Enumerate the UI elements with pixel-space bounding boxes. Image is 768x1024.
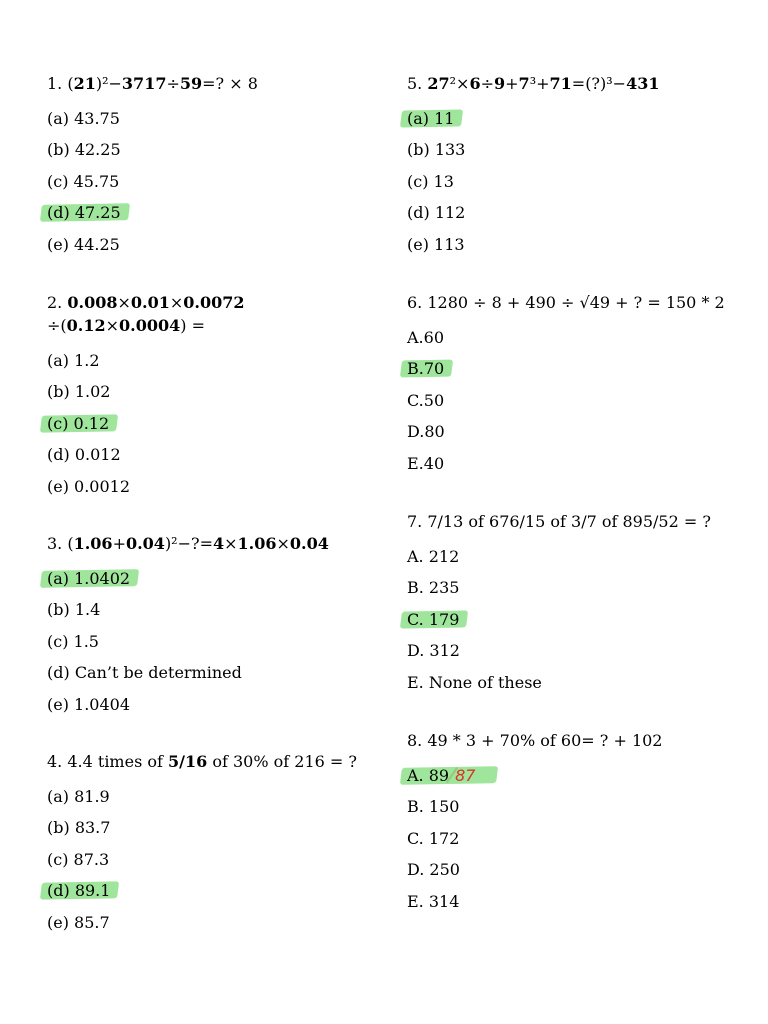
option-text: (c) 13 <box>407 171 454 191</box>
answer-option <box>47 626 377 657</box>
answer-option <box>47 907 377 938</box>
option-text: (e) 0.0012 <box>47 476 131 496</box>
option-text: (a) 11 <box>407 109 455 128</box>
option-text: (c) 87.3 <box>47 849 110 869</box>
answer-option <box>47 229 377 260</box>
option-text: (a) 43.75 <box>47 109 120 128</box>
option-text: (b) 133 <box>407 140 466 160</box>
answer-option <box>407 604 737 635</box>
question-stem: 3. (1.06+0.04)²−?=4×1.06×0.04 <box>47 534 329 553</box>
option-text: A.60 <box>407 328 444 347</box>
question-stem: 7. 7/13 of 676/15 of 3/7 of 895/52 = ? <box>407 512 711 531</box>
option-text: (b) 42.25 <box>47 140 121 160</box>
option-text: B.70 <box>407 359 445 379</box>
answer-option <box>47 166 377 197</box>
answer-option <box>407 134 737 165</box>
answer-option <box>407 353 737 384</box>
option-text: (a) 1.0402 <box>47 569 131 588</box>
answer-option <box>407 541 737 572</box>
question-8 <box>407 729 737 917</box>
option-text: (b) 1.4 <box>47 600 101 620</box>
option-text: D. 312 <box>407 641 460 661</box>
answer-option <box>407 572 737 603</box>
question-2 <box>47 291 377 502</box>
question-stem: 1. (21)²−3717÷59=? × 8 <box>47 74 258 93</box>
answer-option <box>407 635 737 666</box>
answer-option <box>407 667 737 698</box>
question-5 <box>407 72 737 260</box>
option-text: E. 314 <box>407 891 460 911</box>
option-text: E. None of these <box>407 672 542 692</box>
option-text: (d) 89.1 <box>47 881 111 901</box>
answer-option <box>47 376 377 407</box>
answer-option <box>47 657 377 688</box>
option-text: (e) 113 <box>407 234 465 254</box>
answer-option <box>47 103 377 134</box>
answer-option <box>407 103 737 134</box>
option-text: B. 235 <box>407 578 460 598</box>
option-text: (e) 1.0404 <box>47 694 131 714</box>
question-7 <box>407 510 737 698</box>
option-text: (b) 83.7 <box>47 818 111 838</box>
option-text: (c) 0.12 <box>47 413 110 433</box>
question-6 <box>407 291 737 479</box>
answer-option <box>47 689 377 720</box>
answer-option <box>407 197 737 228</box>
answer-option <box>47 781 377 812</box>
option-text: E.40 <box>407 453 445 473</box>
option-text: D. 250 <box>407 860 460 880</box>
option-text: (a) 1.2 <box>47 351 100 370</box>
answer-option <box>47 197 377 228</box>
answer-option <box>47 875 377 906</box>
answer-option <box>407 886 737 917</box>
question-4 <box>47 750 377 938</box>
option-text: (d) 0.012 <box>47 445 121 465</box>
answer-option <box>407 166 737 197</box>
option-text: (d) Can’t be determined <box>47 663 242 683</box>
option-text: B. 150 <box>407 797 460 817</box>
option-text: (c) 45.75 <box>47 171 120 191</box>
option-text: C. 179 <box>407 609 460 629</box>
answer-option <box>47 345 377 376</box>
answer-option <box>47 594 377 625</box>
option-text: (b) 1.02 <box>47 382 111 402</box>
handwritten-correction: 87 <box>455 766 476 785</box>
answer-option <box>407 823 737 854</box>
option-text: (e) 85.7 <box>47 912 110 932</box>
option-text: A. 212 <box>407 547 460 566</box>
answer-option <box>407 322 737 353</box>
answer-option <box>47 563 377 594</box>
answer-option <box>407 385 737 416</box>
option-text: C.50 <box>407 390 445 410</box>
option-text: (d) 112 <box>407 203 466 223</box>
question-stem: 4. 4.4 times of 5/16 of 30% of 216 = ? <box>47 752 357 771</box>
option-text: D.80 <box>407 422 445 442</box>
answer-option <box>407 229 737 260</box>
answer-option <box>407 416 737 447</box>
answer-option <box>47 439 377 470</box>
option-text: (c) 1.5 <box>47 631 99 651</box>
question-3 <box>47 532 377 720</box>
answer-option <box>407 791 737 822</box>
answer-option <box>47 844 377 875</box>
answer-option <box>47 812 377 843</box>
answer-option <box>47 471 377 502</box>
question-stem: 5. 27²×6÷9+7³+71=(?)³−431 <box>407 74 660 93</box>
answer-option <box>407 760 737 791</box>
question-stem: 6. 1280 ÷ 8 + 490 ÷ √49 + ? = 150 * 2 <box>407 293 725 312</box>
answer-option <box>407 448 737 479</box>
option-text: (a) 81.9 <box>47 787 110 806</box>
answer-option <box>47 134 377 165</box>
option-text: (d) 47.25 <box>47 203 121 223</box>
option-text: (e) 44.25 <box>47 234 120 254</box>
question-1 <box>47 72 377 260</box>
option-text: A. 89 <box>407 766 450 785</box>
answer-option <box>47 408 377 439</box>
option-text: C. 172 <box>407 828 460 848</box>
question-stem: 2. 0.008×0.01×0.0072 ÷(0.12×0.0004) = <box>47 293 245 335</box>
answer-option <box>407 854 737 885</box>
question-stem: 8. 49 * 3 + 70% of 60= ? + 102 <box>407 731 663 750</box>
